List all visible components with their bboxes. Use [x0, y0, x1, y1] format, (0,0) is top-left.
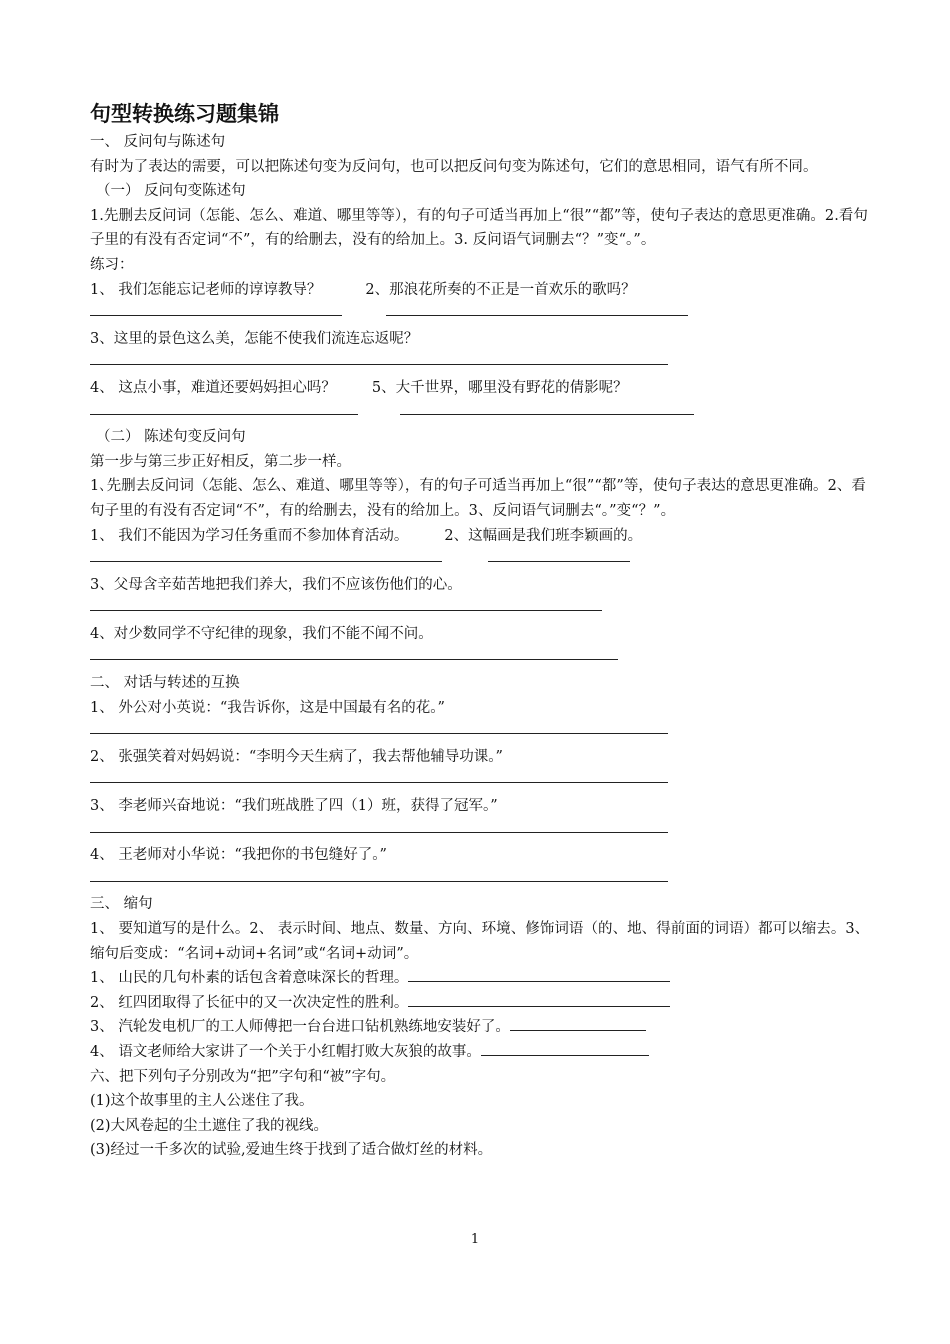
question: 3、父母含辛茹苦地把我们养大，我们不应该伤他们的心。 — [90, 576, 462, 593]
page-number: 1 — [470, 1232, 480, 1247]
answer-blanks — [90, 720, 872, 745]
question-row — [90, 524, 872, 549]
section-heading: 二、 对话与转述的互换 — [90, 675, 240, 692]
question: 3、这里的景色这么美，怎能不使我们流连忘返呢？ — [90, 330, 419, 347]
answer-blanks — [90, 769, 872, 794]
question: 1、 我们不能因为学习任务重而不参加体育活动。 — [90, 527, 409, 544]
question — [90, 1040, 872, 1065]
answer-blanks — [90, 302, 872, 327]
question — [90, 1015, 872, 1040]
answer-blanks — [90, 401, 872, 426]
question-row — [90, 278, 872, 303]
paragraph: 第一步与第三步正好相反，第二步一样。 — [90, 453, 351, 470]
answer-line[interactable] — [90, 880, 668, 882]
question: 4、 这点小事，难道还要妈妈担心吗？ — [90, 379, 336, 396]
answer-line[interactable] — [400, 413, 694, 415]
answer-line[interactable] — [90, 658, 618, 660]
question-text: 1、 山民的几句朴素的话包含着意味深长的哲理。 — [90, 970, 409, 987]
question: 2、 张强笑着对妈妈说：“李明今天生病了，我去帮他辅导功课。” — [90, 748, 503, 765]
answer-line[interactable] — [488, 560, 630, 562]
question — [90, 991, 872, 1016]
question: 2、这幅画是我们班李颖画的。 — [444, 527, 643, 544]
question: 4、 王老师对小华说：“我把你的书包缝好了。” — [90, 847, 387, 864]
answer-line[interactable] — [90, 560, 442, 562]
answer-line[interactable] — [90, 609, 602, 611]
answer-blanks — [90, 351, 872, 376]
section-heading: 一、 反问句与陈述句 — [90, 134, 226, 150]
answer-blanks — [90, 868, 872, 893]
question-text: 2、 红四团取得了长征中的又一次决定性的胜利。 — [90, 994, 409, 1011]
question-text: 3、 汽轮发电机厂的工人师傅把一台台进口钻机熟练地安装好了。 — [90, 1019, 510, 1036]
subsection-heading: （二） 陈述句变反问句 — [96, 429, 246, 446]
answer-line[interactable] — [481, 1041, 649, 1056]
paragraph: 1、 要知道写的是什么。2、 表示时间、地点、数量、方向、环境、修饰词语（的、地、得前面的词语）都可以缩去。3、缩句后变成：“名词+动词+名词”或“名词+动词”。 — [90, 921, 870, 962]
answer-line[interactable] — [408, 992, 670, 1007]
section-heading: 三、 缩句 — [90, 896, 153, 913]
question: (3)经过一千多次的试验,爱迪生终于找到了适合做灯丝的材料。 — [90, 1142, 493, 1159]
question: 1、 外公对小英说：“我告诉你，这是中国最有名的花。” — [90, 699, 445, 716]
answer-line[interactable] — [90, 781, 668, 783]
question — [90, 966, 872, 991]
question: 5、大千世界，哪里没有野花的倩影呢？ — [371, 379, 628, 396]
answer-line[interactable] — [408, 967, 670, 982]
answer-line[interactable] — [510, 1016, 646, 1031]
answer-blanks — [90, 548, 872, 573]
question-text: 4、 语文老师给大家讲了一个关于小红帽打败大灰狼的故事。 — [90, 1043, 481, 1060]
answer-blanks — [90, 819, 872, 844]
question-row — [90, 376, 872, 401]
paragraph: 1､先删去反问词（怎能、怎么、难道、哪里等等），有的句子可适当再加上“很”“都”等，使句子表达的意思更准确。2、看句子里的有没有否定词“不”，有的给删去，没有的给加上。3、反问语气词删去“。”变“？”。 — [90, 478, 866, 519]
question: 1、 我们怎能忘记老师的谆谆教导？ — [90, 281, 322, 298]
answer-line[interactable] — [90, 363, 668, 365]
practice-label: 练习： — [90, 256, 134, 273]
question: 4、对少数同学不守纪律的现象，我们不能不闻不问。 — [90, 625, 433, 642]
answer-line[interactable] — [386, 314, 688, 316]
paragraph: 1.先删去反问词（怎能、怎么、难道、哪里等等），有的句子可适当再加上“很”“都”等，使句子表达的意思更准确。2.看句子里的有没有否定词“不”，有的给删去，没有的给加上。3. 反问语气词删去“？”变“。”。 — [90, 207, 868, 249]
question: (1)这个故事里的主人公迷住了我。 — [90, 1093, 314, 1110]
answer-line[interactable] — [90, 831, 668, 833]
answer-line[interactable] — [90, 413, 358, 415]
question: 3、 李老师兴奋地说：“我们班战胜了四（1）班，获得了冠军。” — [90, 798, 498, 815]
answer-line[interactable] — [90, 732, 668, 734]
document-page — [90, 98, 872, 1163]
answer-blanks — [90, 597, 872, 622]
section-heading: 六、把下列句子分别改为“把”字句和“被”字句。 — [90, 1068, 396, 1085]
answer-blanks — [90, 646, 872, 671]
question: (2)大风卷起的尘土遮住了我的视线。 — [90, 1117, 329, 1134]
subsection-heading: （一） 反问句变陈述句 — [96, 183, 246, 200]
question: 2、那浪花所奏的不正是一首欢乐的歌吗？ — [365, 281, 636, 298]
answer-line[interactable] — [90, 314, 342, 316]
paragraph: 有时为了表达的需要，可以把陈述句变为反问句，也可以把反问句变为陈述句，它们的意思相同，语气有所不同。 — [90, 158, 818, 175]
page-title: 句型转换练习题集锦 — [90, 101, 279, 126]
